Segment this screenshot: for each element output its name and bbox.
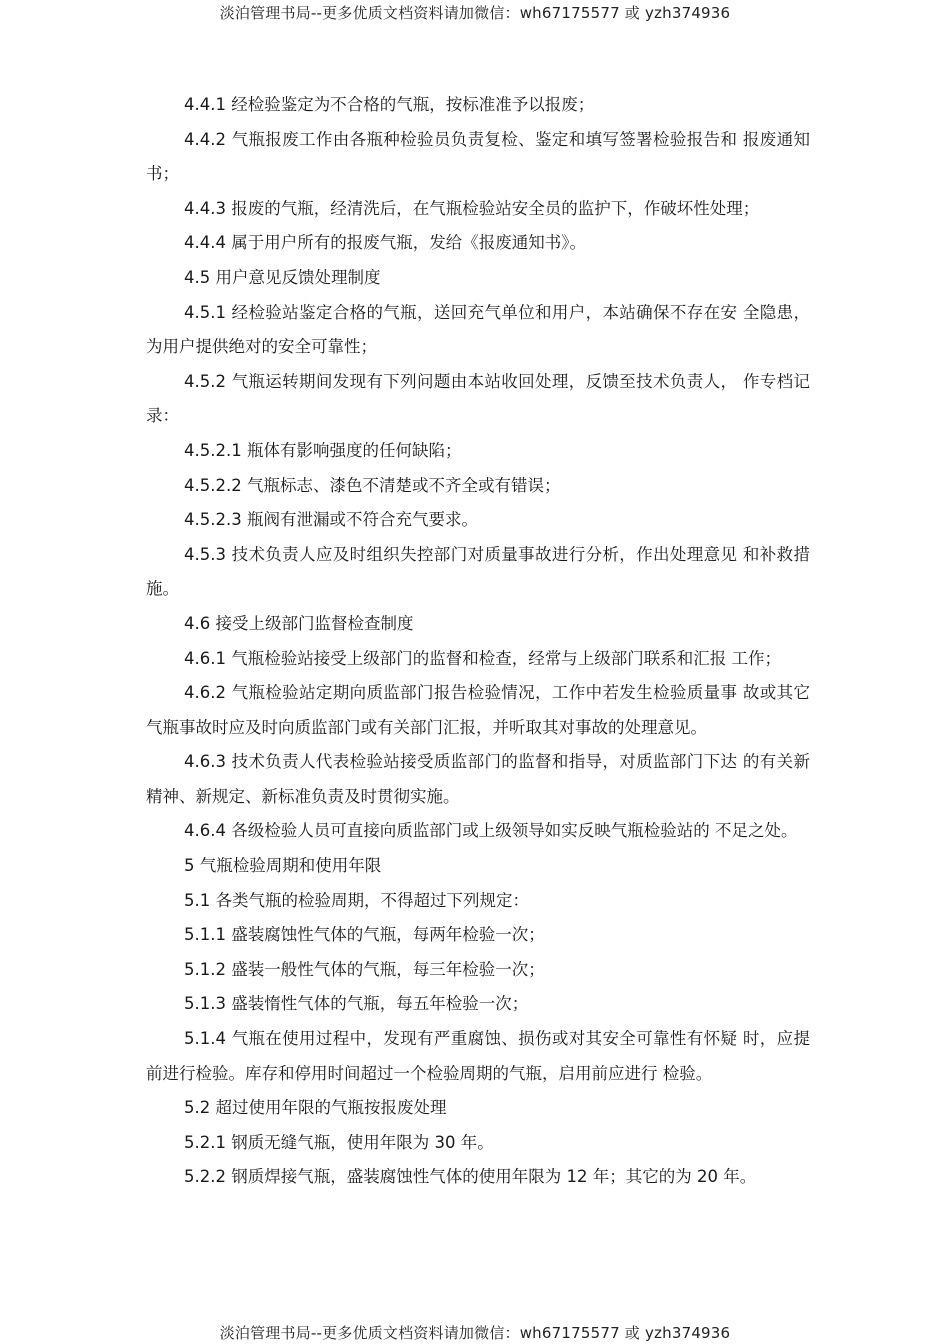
paragraph-4-6-2: 4.6.2 气瓶检验站定期向质监部门报告检验情况，工作中若发生检验质量事 故或其它气瓶事故时应及时向质监部门或有关部门汇报，并听取其对事故的处理意见。 <box>146 683 810 737</box>
paragraph-4-6-3: 4.6.3 技术负责人代表检验站接受质监部门的监督和指导，对质监部门下达 的有关新精神、新规定、新标准负责及时贯彻实施。 <box>146 752 810 806</box>
paragraph-5-1-4: 5.1.4 气瓶在使用过程中，发现有严重腐蚀、损伤或对其安全可靠性有怀疑 时，应提前进行检验。库存和停用时间超过一个检验周期的气瓶，启用前应进行 检验。 <box>146 1029 810 1083</box>
document-body <box>146 88 810 1195</box>
page-header: 淡泊管理书局--更多优质文档资料请加微信：wh67175577 或 yzh374936 <box>219 4 731 22</box>
paragraph-4-5-2-1: 4.5.2.1 瓶体有影响强度的任何缺陷； <box>184 440 462 460</box>
paragraph-4-4-2: 4.4.2 气瓶报废工作由各瓶种检验员负责复检、鉴定和填写签署检验报告和 报废通知书； <box>146 129 810 184</box>
paragraph-4-5-3: 4.5.3 技术负责人应及时组织失控部门对质量事故进行分析，作出处理意见 和补救措施。 <box>146 544 810 599</box>
paragraph-5-1-2: 5.1.2 盛装一般性气体的气瓶，每三年检验一次； <box>184 959 545 979</box>
paragraph-4-6-4: 4.6.4 各级检验人员可直接向质监部门或上级领导如实反映气瓶检验站的 不足之处。 <box>184 821 798 841</box>
paragraph-4-4-4: 4.4.4 属于用户所有的报废气瓶，发给《报废通知书》。 <box>184 233 586 253</box>
paragraph-5-2-1: 5.2.1 钢质无缝气瓶，使用年限为 30 年。 <box>184 1132 494 1152</box>
section-heading-4-6: 4.6 接受上级部门监督检查制度 <box>184 613 414 633</box>
paragraph-5-1-3: 5.1.3 盛装惰性气体的气瓶，每五年检验一次； <box>184 994 529 1014</box>
section-heading-5-2: 5.2 超过使用年限的气瓶按报废处理 <box>184 1098 447 1118</box>
paragraph-5-1-1: 5.1.1 盛装腐蚀性气体的气瓶，每两年检验一次； <box>184 925 545 945</box>
page-footer: 淡泊管理书局--更多优质文档资料请加微信：wh67175577 或 yzh374936 <box>219 1324 731 1342</box>
paragraph-5-2-2: 5.2.2 钢质焊接气瓶，盛装腐蚀性气体的使用年限为 12 年；其它的为 20 年。 <box>184 1167 757 1187</box>
section-heading-5: 5 气瓶检验周期和使用年限 <box>184 856 382 876</box>
paragraph-5-1: 5.1 各类气瓶的检验周期，不得超过下列规定： <box>184 890 529 910</box>
paragraph-4-5-1: 4.5.1 经检验站鉴定合格的气瓶，送回充气单位和用户，本站确保不存在安 全隐患，为用户提供绝对的安全可靠性； <box>146 302 810 357</box>
paragraph-4-5-2: 4.5.2 气瓶运转期间发现有下列问题由本站收回处理，反馈至技术负责人， 作专档记录： <box>146 371 810 426</box>
section-heading-4-5: 4.5 用户意见反馈处理制度 <box>184 267 381 287</box>
paragraph-4-4-1: 4.4.1 经检验鉴定为不合格的气瓶，按标准准予以报废； <box>184 95 595 114</box>
paragraph-4-4-3: 4.4.3 报废的气瓶，经清洗后，在气瓶检验站安全员的监护下，作破坏性处理； <box>184 198 760 218</box>
paragraph-4-5-2-2: 4.5.2.2 气瓶标志、漆色不清楚或不齐全或有错误； <box>184 475 561 495</box>
paragraph-4-5-2-3: 4.5.2.3 瓶阀有泄漏或不符合充气要求。 <box>184 510 478 530</box>
paragraph-4-6-1: 4.6.1 气瓶检验站接受上级部门的监督和检查，经常与上级部门联系和汇报 工作； <box>184 648 781 668</box>
